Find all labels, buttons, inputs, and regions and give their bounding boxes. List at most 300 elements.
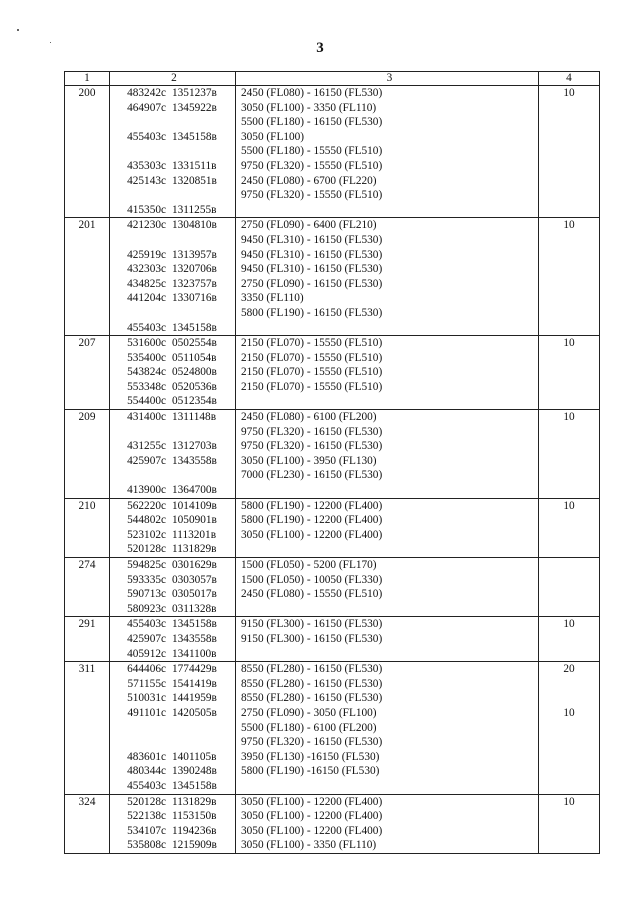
longitude: 1014109в [172,499,217,512]
coordinate-pair [113,838,235,853]
value: 10 [563,499,575,512]
altitude-range: 2450 (FL080) - 15550 (FL510) [241,588,383,601]
altitude-range: 3050 (FL100) - 12200 (FL400) [241,824,383,837]
value [539,321,599,336]
value [539,632,599,647]
route-number: 324 [65,794,110,853]
altitude-range: 2750 (FL090) - 3050 (FL100) [241,706,377,719]
longitude: 1341100в [172,647,217,660]
altitude-range [241,321,538,336]
coordinate-pair [113,573,235,588]
latitude: 455403с [127,618,166,631]
altitude-range: 5500 (FL180) - 15550 (FL510) [241,145,383,158]
route-number: 207 [65,336,110,410]
value [539,101,599,116]
latitude: 483601с [127,750,166,763]
coordinate-pair [113,542,235,557]
value-cell [539,218,600,336]
altitude-range: 2750 (FL090) - 16150 (FL530) [241,277,383,290]
longitude: 0303057в [172,573,217,586]
coordinates-cell [110,662,236,794]
latitude: 421230с [127,219,166,232]
longitude: 1131829в [172,543,217,556]
coordinate-pair [113,218,235,233]
coordinate-pair [113,439,235,454]
coordinate-pair [113,706,235,721]
coordinate-pair [113,425,235,440]
longitude: 1050901в [172,514,217,527]
altitude-range: 9450 (FL310) - 16150 (FL530) [241,263,383,276]
route-number: 291 [65,617,110,662]
altitude-range: 3050 (FL100) - 12200 (FL400) [241,810,383,823]
coordinate-pair [113,528,235,543]
route-number: 200 [65,86,110,218]
altitude-range-cell [236,86,539,218]
value [539,721,599,736]
value [539,159,599,174]
longitude: 1153150в [172,810,217,823]
coordinate-pair [113,115,235,130]
longitude: 1541419в [172,677,217,690]
coordinate-pair [113,144,235,159]
longitude: 1774429в [172,663,217,676]
value [539,824,599,839]
coordinate-pair [113,233,235,248]
value: 10 [563,219,575,232]
value: 10 [563,337,575,350]
latitude [113,468,166,483]
latitude: 455403с [127,130,166,143]
latitude: 571155с [127,677,166,690]
value-cell [539,410,600,499]
longitude: 1364700в [172,484,217,497]
value [539,203,599,218]
longitude: 1311148в [172,411,217,424]
coordinate-pair [113,86,235,101]
route-number: 201 [65,218,110,336]
altitude-range: 2450 (FL080) - 6100 (FL200) [241,411,377,424]
altitude-range-cell [236,662,539,794]
value [539,587,599,602]
longitude: 1320851в [172,174,217,187]
latitude: 594825с [127,559,166,571]
latitude: 405912с [127,647,166,660]
altitude-range: 5800 (FL190) -16150 (FL530) [241,765,380,778]
coordinate-pair [113,306,235,321]
coordinate-pair [113,336,235,351]
latitude: 535400с [127,351,166,364]
longitude: 1304810в [172,219,217,232]
longitude: 1330716в [172,292,217,305]
longitude: 1331511в [172,159,217,172]
altitude-range: 2150 (FL070) - 15550 (FL510) [241,380,383,393]
latitude [113,144,166,159]
table-row [65,794,600,853]
latitude: 431255с [127,440,166,453]
longitude: 0311328в [172,602,217,615]
value [539,750,599,765]
value: 10 [563,87,575,99]
latitude: 483242с [127,87,166,99]
altitude-range: 9750 (FL320) - 16150 (FL530) [241,736,383,749]
route-number: 311 [65,662,110,794]
latitude: 425143с [127,174,166,187]
coordinate-pair [113,647,235,662]
altitude-range: 8550 (FL280) - 16150 (FL530) [241,692,383,705]
altitude-range: 2450 (FL080) - 6700 (FL220) [241,174,377,187]
header-col-1: 1 [65,72,110,86]
longitude: 0511054в [172,351,217,364]
coordinate-pair [113,365,235,380]
value [539,306,599,321]
altitude-range: 2150 (FL070) - 15550 (FL510) [241,366,383,379]
altitude-range: 3050 (FL100) - 3350 (FL110) [241,101,377,114]
value [539,262,599,277]
latitude: 432303с [127,263,166,276]
longitude: 0524800в [172,366,217,379]
altitude-range: 1500 (FL050) - 10050 (FL330) [241,573,383,586]
latitude: 543824с [127,366,166,379]
coordinate-pair [113,764,235,779]
coordinate-pair [113,677,235,692]
longitude: 1420505в [172,706,217,719]
altitude-range: 9750 (FL320) - 15550 (FL510) [241,159,383,172]
latitude: 434825с [127,277,166,290]
coordinate-pair [113,188,235,203]
longitude: 1345922в [172,101,217,114]
altitude-range: 9150 (FL300) - 16150 (FL530) [241,618,383,631]
value [539,439,599,454]
altitude-range [241,542,538,557]
value-cell [539,617,600,662]
altitude-range: 9450 (FL310) - 16150 (FL530) [241,248,383,261]
longitude: 1390248в [172,765,217,778]
altitude-range: 3050 (FL100) - 3350 (FL110) [241,839,377,852]
altitude-range [241,203,538,218]
longitude: 1345158в [172,130,217,143]
value: 10 [563,618,575,631]
latitude: 520128с [127,795,166,808]
latitude [113,425,166,440]
value [539,365,599,380]
coordinate-pair [113,174,235,189]
header-col-3: 3 [236,72,539,86]
value [539,130,599,145]
value [539,677,599,692]
coordinate-pair [113,750,235,765]
latitude [113,735,166,750]
longitude: 1323757в [172,277,217,290]
altitude-range: 9450 (FL310) - 16150 (FL530) [241,233,383,246]
latitude: 531600с [127,337,166,350]
value [539,233,599,248]
route-number: 210 [65,498,110,557]
latitude: 535808с [127,839,166,852]
coordinate-pair [113,499,235,514]
coordinate-pair [113,824,235,839]
altitude-range: 9750 (FL320) - 16150 (FL530) [241,425,383,438]
altitude-range [241,394,538,409]
altitude-range: 3050 (FL100) - 12200 (FL400) [241,795,383,808]
coordinates-cell [110,794,236,853]
coordinate-pair [113,809,235,824]
longitude: 1401105в [172,750,217,763]
longitude: 0520536в [172,380,217,393]
altitude-range: 5800 (FL190) - 16150 (FL530) [241,306,383,319]
value [539,647,599,662]
value [539,735,599,750]
value: 10 [563,706,575,719]
latitude: 431400с [127,411,166,424]
value [539,394,599,409]
coordinate-pair [113,291,235,306]
coordinate-pair [113,721,235,736]
longitude: 1351237в [172,87,217,99]
value [539,573,599,588]
value [539,483,599,498]
value [539,425,599,440]
value: 20 [563,663,575,676]
coordinate-pair [113,602,235,617]
value-cell [539,86,600,218]
longitude: 1343558в [172,454,217,467]
value [539,764,599,779]
latitude: 580923с [127,602,166,615]
latitude: 415350с [127,203,166,216]
value-cell [539,558,600,617]
altitude-range: 2150 (FL070) - 15550 (FL510) [241,337,383,350]
coordinate-pair [113,735,235,750]
coordinate-pair [113,617,235,632]
altitude-range-cell [236,617,539,662]
coordinate-pair [113,248,235,263]
latitude: 522138с [127,810,166,823]
altitude-range [241,602,538,617]
value: 10 [563,411,575,424]
altitude-range: 5500 (FL180) - 16150 (FL530) [241,116,383,129]
coordinate-pair [113,159,235,174]
latitude: 425919с [127,248,166,261]
value-cell [539,498,600,557]
latitude: 644406с [127,663,166,676]
coordinate-pair [113,410,235,425]
altitude-range-cell [236,498,539,557]
longitude: 0301629в [172,559,217,571]
latitude: 464907с [127,101,166,114]
value [539,454,599,469]
latitude: 413900с [127,484,166,497]
value [539,779,599,794]
latitude [113,115,166,130]
latitude: 425907с [127,454,166,467]
coordinate-pair [113,321,235,336]
altitude-range: 5800 (FL190) - 12200 (FL400) [241,499,383,512]
coordinates-cell [110,336,236,410]
value [539,513,599,528]
altitude-range: 3050 (FL100) - 3950 (FL130) [241,454,377,467]
latitude [113,233,166,248]
latitude: 534107с [127,824,166,837]
table-row [65,218,600,336]
table-row [65,410,600,499]
latitude: 553348с [127,380,166,393]
value [539,542,599,557]
coordinate-pair [113,351,235,366]
altitude-range: 3050 (FL100) [241,130,305,143]
coordinate-pair [113,203,235,218]
coordinates-cell [110,218,236,336]
longitude: 1345158в [172,618,217,631]
value-cell [539,662,600,794]
altitude-range-cell [236,794,539,853]
coordinates-cell [110,558,236,617]
coordinates-cell [110,410,236,499]
coordinate-pair [113,513,235,528]
latitude: 491101с [127,706,166,719]
longitude: 1131829в [172,795,217,808]
altitude-range-cell [236,558,539,617]
coordinate-pair [113,587,235,602]
coordinates-cell [110,498,236,557]
header-col-2: 2 [110,72,236,86]
value [539,115,599,130]
value [539,277,599,292]
altitude-range: 9750 (FL320) - 15550 (FL510) [241,189,383,202]
latitude [113,721,166,736]
value [539,248,599,263]
table-row [65,558,600,617]
coordinate-pair [113,795,235,810]
coordinate-pair [113,130,235,145]
table-row [65,617,600,662]
longitude: 1313957в [172,248,217,261]
longitude: 1343558в [172,632,217,645]
latitude: 523102с [127,528,166,541]
longitude: 0512354в [172,395,217,408]
altitude-range: 5800 (FL190) - 12200 (FL400) [241,514,383,527]
altitude-range: 9750 (FL320) - 16150 (FL530) [241,440,383,453]
altitude-range-cell [236,218,539,336]
coordinate-pair [113,454,235,469]
altitude-range: 7000 (FL230) - 16150 (FL530) [241,469,383,482]
value [539,558,599,573]
value [539,351,599,366]
latitude: 520128с [127,543,166,556]
value [539,691,599,706]
route-number: 209 [65,410,110,499]
latitude: 455403с [127,321,166,334]
longitude: 1345158в [172,321,217,334]
latitude: 425907с [127,632,166,645]
latitude: 441204с [127,292,166,305]
altitude-range: 3050 (FL100) - 12200 (FL400) [241,528,383,541]
altitude-range: 3350 (FL110) [241,292,304,305]
altitude-range: 8550 (FL280) - 16150 (FL530) [241,677,383,690]
longitude: 1113201в [172,528,217,541]
latitude: 544802с [127,514,166,527]
latitude: 435303с [127,159,166,172]
coordinate-pair [113,394,235,409]
altitude-range [241,483,538,498]
coordinate-pair [113,632,235,647]
value [539,528,599,543]
table-row [65,336,600,410]
value [539,144,599,159]
longitude: 0502554в [172,337,217,350]
altitude-range: 2150 (FL070) - 15550 (FL510) [241,351,383,364]
altitude-range: 8550 (FL280) - 16150 (FL530) [241,663,383,676]
altitude-range-cell [236,336,539,410]
latitude: 562220с [127,499,166,512]
latitude: 510031с [127,692,166,705]
coordinate-pair [113,483,235,498]
coordinates-cell [110,86,236,218]
value [539,174,599,189]
value [539,468,599,483]
value [539,188,599,203]
value [539,380,599,395]
latitude: 593335с [127,573,166,586]
altitude-range-cell [236,410,539,499]
altitude-range: 3950 (FL130) -16150 (FL530) [241,750,380,763]
altitude-range: 5500 (FL180) - 6100 (FL200) [241,721,377,734]
latitude: 480344с [127,765,166,778]
table-row [65,498,600,557]
page-number: 3 [316,40,324,56]
altitude-range: 1500 (FL050) - 5200 (FL170) [241,559,377,571]
longitude: 1320706в [172,263,217,276]
longitude: 1441959в [172,692,217,705]
altitude-range: 2450 (FL080) - 16150 (FL530) [241,87,383,99]
longitude: 1312703в [172,440,217,453]
table-row [65,86,600,218]
latitude: 590713с [127,588,166,601]
scan-speck [17,29,19,31]
latitude: 554400с [127,395,166,408]
latitude: 455403с [127,779,166,792]
value-cell [539,336,600,410]
coordinate-pair [113,558,235,573]
altitude-range [241,779,538,794]
value [539,838,599,853]
coordinate-pair [113,262,235,277]
header-col-4: 4 [539,72,600,86]
latitude [113,188,166,203]
route-number: 274 [65,558,110,617]
altitude-range [241,647,538,662]
coordinate-pair [113,380,235,395]
longitude: 1345158в [172,779,217,792]
value [539,809,599,824]
coordinate-pair [113,277,235,292]
coordinate-pair [113,691,235,706]
coordinate-pair [113,101,235,116]
value-cell [539,794,600,853]
value [539,291,599,306]
value: 10 [563,795,575,808]
table-row [65,662,600,794]
altitude-range: 2750 (FL090) - 6400 (FL210) [241,219,377,232]
coordinate-pair [113,779,235,794]
table-header-row [65,72,600,86]
altitude-range: 9150 (FL300) - 16150 (FL530) [241,632,383,645]
longitude: 1215909в [172,839,217,852]
longitude: 1311255в [172,203,217,216]
coordinate-pair [113,468,235,483]
coordinate-pair [113,662,235,677]
airway-segments-table [64,71,600,854]
longitude: 0305017в [172,588,217,601]
